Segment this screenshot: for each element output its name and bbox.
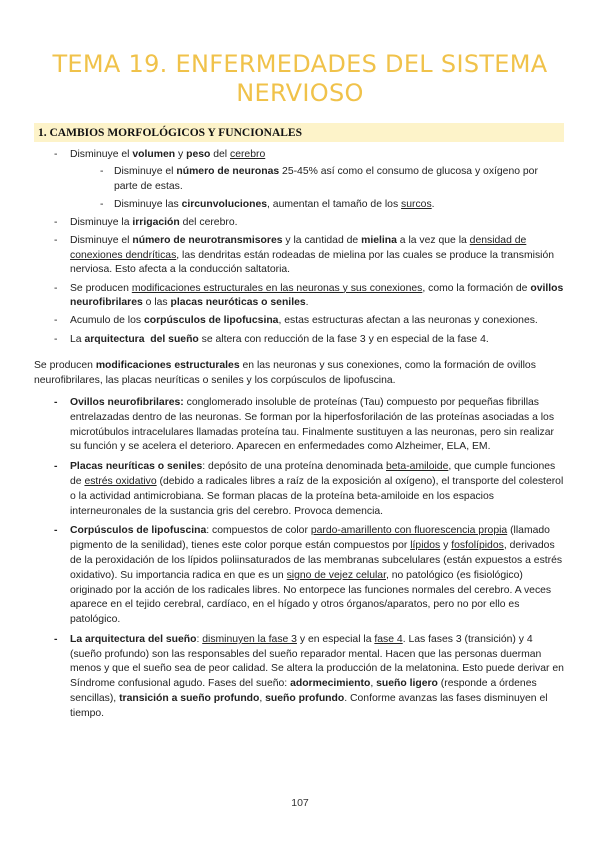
page-content: [34, 148, 564, 727]
details-list: [34, 396, 564, 722]
list-item: - Se producen modificaciones estructurales en las neuronas y sus conexiones, como la formación de ovillos neurofibrilares o las placas neuróticas o seniles.: [34, 282, 564, 312]
list-item: - La arquitectura del sueño se altera con reducción de la fase 3 y en especial de la fase 4.: [34, 333, 564, 348]
list-item: - La arquitectura del sueño: disminuyen la fase 3 y en especial la fase 4. Las fases 3 (transición) y 4 (sueño profundo) son las responsables del sueño reparador mental. Hacen que las personas duerman menos y que el sueño sea de peor calidad. Se altera la producción de la melatonina. Esto puede derivar en Síndrome confusional agudo. Fases del sueño: adormecimiento, sueño ligero (responde a órdenes sencillas), transición a sueño profundo, sueño profundo. Conforme avanzas las fases disminuyen el tiempo.: [34, 633, 564, 722]
list-item: - Corpúsculos de lipofuscina: compuestos de color pardo-amarillento con fluorescencia propia (llamado pigmento de la senilidad), tienes este color porque están compuestos por lípidos y fosfolípidos, derivados de la peroxidación de los lípidos poliinsaturados de las membranas subcelulares (están expuestos a estrés oxidativo). Su importancia radica en que es un signo de vejez celular, no patológico (es fisiológico) originado por la acción de los radicales libres. No entorpece las funciones normales del cerebro. A veces aparece en el tejido cerebral, cardíaco, en el hígado y otros órganos/aparatos, pero no por ello es patológico.: [34, 524, 564, 628]
list-item: - Disminuye las circunvoluciones, aumentan el tamaño de los surcos.: [70, 198, 564, 213]
list-item: - Disminuye el volumen y peso del cerebro - Disminuye el número de neuronas 25-45% así como el consumo de glucosa y oxígeno por parte de estas. - Disminuye las circunvoluciones, aumentan el tamaño de los surcos.: [34, 148, 564, 212]
list-item: - Acumulo de los corpúsculos de lipofucsina, estas estructuras afectan a las neuronas y conexiones.: [34, 314, 564, 329]
list-item: - Ovillos neurofibrilares: conglomerado insoluble de proteínas (Tau) compuesto por pequeñas fibrillas entrelazadas dentro de las neuronas. Se forman por la hiperfosforilación de las proteínas asociadas a los microtúbulos intracelulares llamadas proteína tau. Finalmente sustituyen a las neuronas, pero sin realizar su función y se acelera el deterioro. Aparecen en enfermedades como Alzheimer, ELA, EM.: [34, 396, 564, 455]
changes-list: [34, 148, 564, 347]
list-item: - Disminuye el número de neurotransmisores y la cantidad de mielina a la vez que la densidad de conexiones dendríticas, las dendritas están rodeadas de mielina por las cuales se produce la transmisión nerviosa. Esto afecta a la conducción saltatoria.: [34, 234, 564, 278]
section-heading-bar: [34, 123, 564, 142]
section-heading: 1. CAMBIOS MORFOLÓGICOS Y FUNCIONALES: [38, 127, 302, 139]
list-item: - Disminuye la irrigación del cerebro.: [34, 216, 564, 231]
sub-list: [70, 165, 564, 213]
intro-paragraph: Se producen modificaciones estructurales en las neuronas y sus conexiones, como la formación de ovillos neurofibrilares, las placas neuríticas o seniles y los corpúsculos de lipofuscina.: [34, 360, 536, 387]
list-item: - Disminuye el número de neuronas 25-45% así como el consumo de glucosa y oxígeno por parte de estas.: [70, 165, 564, 195]
page-number: 107: [291, 797, 309, 809]
list-item: - Placas neuríticas o seniles: depósito de una proteína denominada beta-amiloide, que cumple funciones de estrés oxidativo (debido a radicales libres a raíz de la exposición al oxígeno), el transporte del colesterol o la actividad antimicrobiana. Se forman placas de la proteína beta-amiloide en los espacios interneuronales de la sustancia gris del cerebro. Provoca demencia.: [34, 460, 564, 519]
page-title: TEMA 19. ENFERMEDADES DEL SISTEMA NERVIOSO: [52, 50, 548, 107]
